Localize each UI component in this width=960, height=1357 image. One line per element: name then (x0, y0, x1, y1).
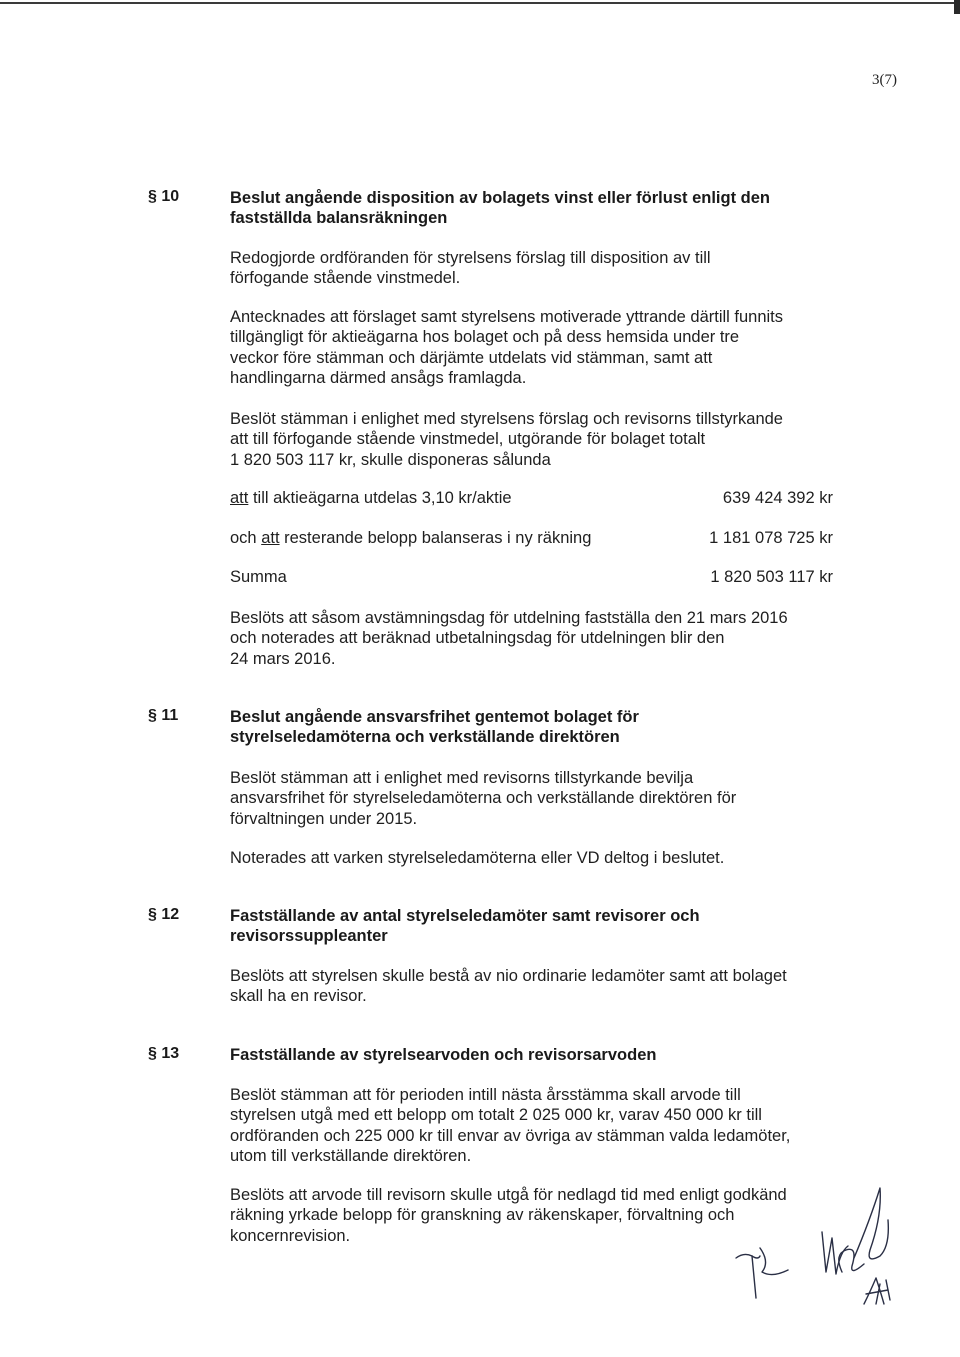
allocation-label-dividend (230, 489, 512, 508)
text-line: tillgängligt för aktieägarna hos bolaget och på dess hemsida under tre (230, 328, 740, 347)
section-number-13: § 13 (148, 1045, 180, 1062)
initial-stroke (752, 1256, 756, 1298)
section-number-11: § 11 (148, 707, 179, 724)
paragraph (230, 966, 850, 1007)
text-line: Beslöt stämman i enlighet med styrelsens förslag och revisorns tillstyrkande (230, 410, 783, 428)
text-line: räkning yrkade belopp för granskning av räkenskaper, förvaltning och (230, 1206, 735, 1225)
section-number-12: § 12 (148, 906, 180, 923)
paragraph (230, 608, 850, 669)
allocation-label-total (230, 568, 287, 587)
initial-stroke (736, 1254, 760, 1258)
allocation-amount-dividend: 639 424 392 kr (722, 489, 833, 507)
text-line: Antecknades att förslaget samt styrelsens motiverade yttrande därtill funnits (230, 308, 784, 326)
text-line: skall ha en revisor. (230, 987, 367, 1006)
initial-stroke (854, 1188, 888, 1259)
initial-stroke (864, 1278, 888, 1304)
heading-line: Beslut angående ansvarsfrihet gentemot bolaget för (230, 708, 639, 726)
paragraph (230, 848, 850, 868)
allocation-underlined-word: att (230, 489, 249, 507)
text-line: ansvarsfrihet för styrelseledamöterna och verkställande direktören för (230, 789, 737, 808)
text-line: 24 mars 2016. (230, 649, 336, 668)
text-line: Beslöt stämman att i enlighet med revisorns tillstyrkande bevilja (230, 769, 694, 787)
text-line: 1 820 503 117 kr, skulle disponeras sålunda (230, 450, 551, 469)
initial-stroke (822, 1232, 848, 1274)
signature-ink (736, 1188, 890, 1304)
text-line: Beslöts att styrelsen skulle bestå av nio ordinarie ledamöter samt att bolaget (230, 967, 787, 985)
heading-line: Beslut angående disposition av bolagets vinst eller förlust enligt den (230, 189, 771, 207)
allocation-label-retained (230, 529, 591, 548)
initial-stroke (760, 1248, 788, 1275)
text-line: ordföranden och 225 000 kr till envar av övriga av stämman valda ledamöter, (230, 1126, 791, 1145)
allocation-text: Summa (230, 568, 287, 586)
text-line: Beslöts att arvode till revisorn skulle utgå för nedlagd tid med enligt godkänd (230, 1186, 787, 1204)
paragraph (230, 307, 850, 388)
section-heading-11 (230, 707, 840, 747)
text-line: att till förfogande stående vinstmedel, utgörande för bolaget totalt (230, 430, 706, 449)
paragraph (230, 409, 850, 470)
heading-line: revisorssuppleanter (230, 927, 388, 945)
top-border-line (0, 2, 960, 4)
heading-line: styrelseledamöterna och verkställande direktören (230, 728, 620, 746)
allocation-amount-total: 1 820 503 117 kr (710, 568, 833, 586)
text-line: Noterades att varken styrelseledamöterna eller VD deltog i beslutet. (230, 849, 725, 867)
paragraph (230, 768, 850, 829)
allocation-underlined-word: att (261, 529, 280, 547)
section-heading-13 (230, 1045, 840, 1065)
page-number: 3(7) (872, 72, 897, 88)
text-line: handlingarna därmed ansågs framlagda. (230, 368, 527, 387)
text-line: koncernrevision. (230, 1226, 351, 1245)
section-heading-10 (230, 188, 840, 228)
text-line: förvaltningen under 2015. (230, 809, 418, 828)
allocation-prefix: och (230, 529, 262, 547)
text-line: Beslöts att såsom avstämningsdag för utdelning fastställa den 21 mars 2016 (230, 609, 788, 627)
heading-line: fastställda balansräkningen (230, 209, 448, 227)
section-heading-12 (230, 906, 840, 946)
allocation-text: resterande belopp balanseras i ny räkning (279, 529, 592, 547)
text-line: förfogande stående vinstmedel. (230, 269, 461, 288)
text-line: Redogjorde ordföranden för styrelsens förslag till disposition av till (230, 249, 711, 267)
scan-corner-mark (954, 0, 960, 14)
heading-line: Fastställande av styrelsearvoden och revisorsarvoden (230, 1046, 657, 1064)
text-line: styrelsen utgå med ett belopp om totalt 2 025 000 kr, varav 450 000 kr till (230, 1106, 762, 1125)
paragraph (230, 1085, 850, 1166)
text-line: och noterades att beräknad utbetalningsdag för utdelningen blir den (230, 629, 725, 648)
text-line: Beslöt stämman att för perioden intill nästa årsstämma skall arvode till (230, 1086, 741, 1104)
section-number-10: § 10 (148, 188, 180, 205)
allocation-amount-retained: 1 181 078 725 kr (709, 529, 833, 547)
text-line: veckor före stämman och därjämte utdelats vid stämman, samt att (230, 348, 713, 367)
paragraph (230, 248, 850, 289)
allocation-text: till aktieägarna utdelas 3,10 kr/aktie (248, 489, 512, 507)
heading-line: Fastställande av antal styrelseledamöter samt revisorer och (230, 907, 700, 925)
text-line: utom till verkställande direktören. (230, 1146, 472, 1165)
handwritten-initials (730, 1180, 910, 1310)
